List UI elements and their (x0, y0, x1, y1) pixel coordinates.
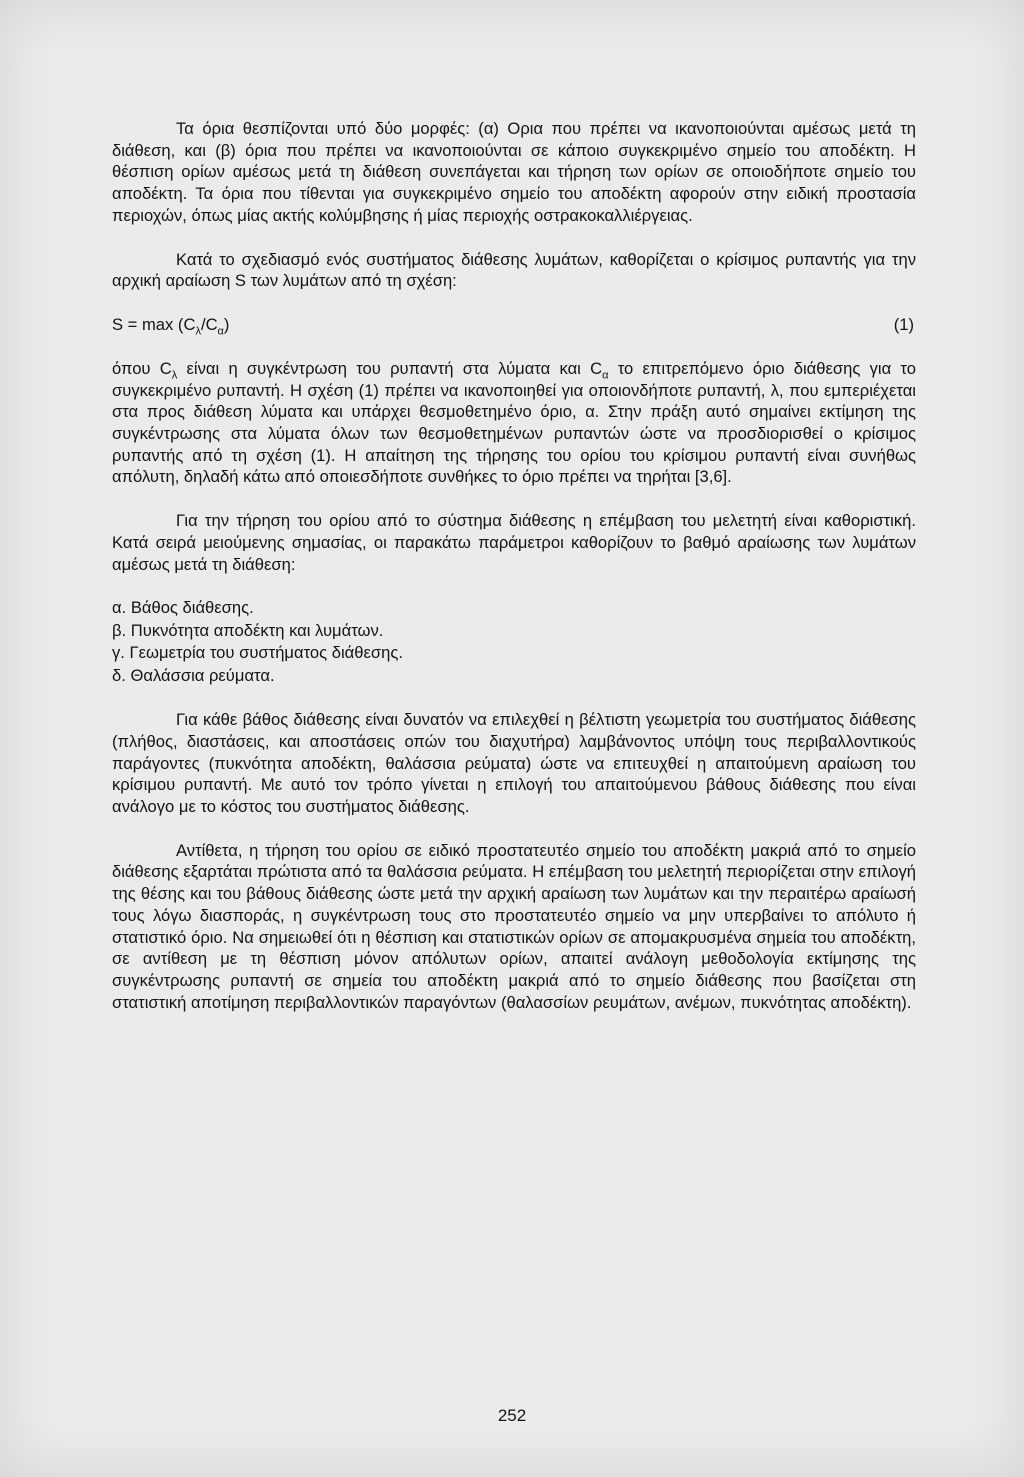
p3-part-c: το επιτρεπόμενο όριο διάθεσης για το συγκεκριμένο ρυπαντή. Η σχέση (1) πρέπει να ικανοποιηθεί για οποιονδήποτε ρυπαντή, λ, που εμπεριέχεται στα προς διάθεση λύματα και υπάρχει θεσμοθετημένο όριο, α. Στην πράξη αυτό σημαίνει εκτίμηση της συγκέντρωσης στα λύματα όλων των θεσμοθετημένων ρυπαντών ώστε να προσδιορισθεί ο κρίσιμος ρυπαντής από τη σχέση (1). Η απαίτηση της τήρησης του ορίου του κρίσιμου ρυπαντή είναι συνήθως απόλυτη, δηλαδή κάτω από οποιεσδήποτε συνθήκες το όριο πρέπει να τηρήται [3,6]. (112, 358, 916, 487)
paragraph-protected-point: Αντίθετα, η τήρηση του ορίου σε ειδικό προστατευτέο σημείο του αποδέκτη μακριά από το σημείο διάθεσης εξαρτάται πρώτιστα από τα θαλάσσια ρεύματα. Η επέμβαση του μελετητή περιορίζεται στην επιλογή της θέσης και του βάθους διάθεσης ώστε μετά την αρχική αραίωση των λυμάτων και την περαιτέρω αραίωσή τους λόγω διασποράς, η συγκέντρωση τους στο προστατευτέο σημείο να μην υπερβαίνει το απόλυτο ή στατιστικό όριο. Να σημειωθεί ότι η θέσπιση και στατιστικών ορίων σε απομακρυσμένα σημεία του αποδέκτη, σε αντίθεση με τη θέσπιση μόνον απόλυτων ορίων, απαιτεί ανάλογη μεθοδολογία εκτίμησης της συγκέντρωσης ρυπαντή σε σημεία του αποδέκτη μακριά από το σημείο διάθεσης που βασίζεται στη στατιστική αποτίμηση περιβαλλοντικών παραγόντων (θαλασσίων ρευμάτων, ανέμων, πυκνότητας αποδέκτη). (112, 840, 916, 1012)
equation-prefix: S = max (C (112, 314, 196, 334)
equation-subscript-alpha: α (217, 325, 224, 338)
list-item: β. Πυκνότητα αποδέκτη και λυμάτων. (112, 620, 384, 640)
equation-1 (112, 314, 916, 336)
paragraph-critical-pollutant: Κατά το σχεδιασμό ενός συστήματος διάθεσης λυμάτων, καθορίζεται ο κρίσιμος ρυπαντής για την αρχική αραίωση S των λυμάτων από τη σχέση: (112, 249, 916, 291)
equation-formula (112, 314, 229, 336)
equation-number: (1) (893, 314, 914, 334)
body-text (112, 118, 916, 1013)
equation-suffix: ) (223, 314, 230, 334)
equation-subscript-lambda: λ (195, 325, 201, 338)
list-item: γ. Γεωμετρία του συστήματος διάθεσης. (112, 643, 403, 663)
paragraph-limits-forms: Τα όρια θεσπίζονται υπό δύο μορφές: (α) Ορια που πρέπει να ικανοποιούνται αμέσως μετά τη διάθεση, και (β) όρια που πρέπει να ικανοποιούνται σε κάποιο συγκεκριμένο σημείο του αποδέκτη. Η θέσπιση ορίων αμέσως μετά τη διάθεση συνεπάγεται και τήρηση των ορίων σε οποιοδήποτε σημείο του αποδέκτη. Τα όρια που τίθενται για συγκεκριμένο σημείο του αποδέκτη αφορούν στην ειδική προστασία περιοχών, όπως μίας ακτής κολύμβησης ή μίας περιοχής οστρακοκαλλιέργειας. (112, 119, 916, 225)
page-number: 252 (497, 1406, 527, 1425)
list-item: δ. Θαλάσσια ρεύματα. (112, 665, 275, 685)
p3-part-b: είναι η συγκέντρωση του ρυπαντή στα λύματα και C (177, 358, 603, 378)
paragraph-where-definitions (112, 358, 916, 488)
paragraph-optimal-geometry: Για κάθε βάθος διάθεσης είναι δυνατόν να επιλεχθεί η βέλτιστη γεωμετρία του συστήματος διάθεσης (πλήθος, διαστάσεις, και αποστάσεις οπών του διαχυτήρα) λαμβάνοντος υπόψη τους περιβαλλοντικούς παράγοντες (πυκνότητα αποδέκτη, θαλάσσια ρεύματα) ώστε να επιτευχθεί η απαιτούμενη αραίωση του κρίσιμου ρυπαντή. Με αυτό τον τρόπο γίνεται η επιλογή του απαιτούμενου βάθους διάθεσης που είναι ανάλογο με το κόστος του συστήματος διάθεσης. (112, 710, 916, 817)
subscript-alpha: α (602, 369, 609, 382)
parameter-list (112, 597, 916, 687)
subscript-lambda: λ (171, 369, 178, 382)
p3-part-a: όπου C (112, 358, 172, 378)
equation-middle: /C (200, 314, 218, 334)
list-item: α. Βάθος διάθεσης. (112, 598, 254, 618)
paragraph-designer-intervention: Για την τήρηση του ορίου από το σύστημα διάθεσης η επέμβαση του μελετητή είναι καθοριστική. Κατά σειρά μειούμενης σημασίας, οι παρακάτω παράμετροι καθορίζουν το βαθμό αραίωσης των λυμάτων αμέσως μετά τη διάθεση: (112, 511, 916, 574)
